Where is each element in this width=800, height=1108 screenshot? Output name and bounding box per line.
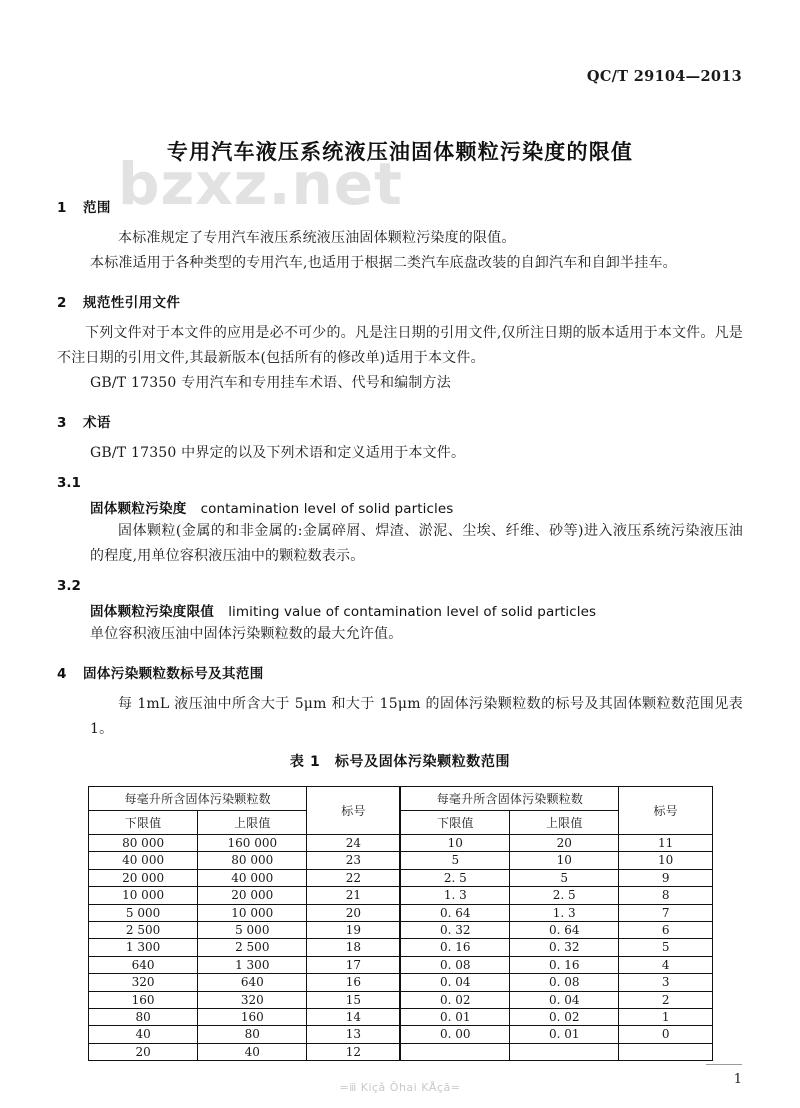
- cell-mark-right: 7: [619, 904, 713, 921]
- term-english-3-2: limiting value of contamination level of solid particles: [228, 604, 597, 620]
- term-entry-3-1: [90, 497, 743, 517]
- document-title: 专用汽车液压系统液压油固体颗粒污染度的限值: [166, 140, 634, 164]
- section-3-paragraph-1: GB/T 17350 中界定的以及下列术语和定义适用于本文件。: [90, 445, 466, 461]
- term-definition-3-2: 单位容积液压油中固体污染颗粒数的最大允许值。: [90, 626, 403, 642]
- cell-lower-left: 40: [89, 1026, 198, 1043]
- cell-upper-left: 40: [198, 1043, 307, 1060]
- cell-mark-left: 14: [307, 1009, 401, 1026]
- cell-upper-right: 2. 5: [510, 887, 619, 904]
- section-title-1: 范围: [83, 200, 111, 216]
- cell-lower-right: 2. 5: [400, 869, 509, 886]
- section-1-paragraph-1: 本标准规定了专用汽车液压系统液压油固体颗粒污染度的限值。: [118, 230, 516, 246]
- section-heading-4: [57, 662, 743, 682]
- cell-lower-left: 1 300: [89, 939, 198, 956]
- cell-mark-left: 21: [307, 887, 401, 904]
- section-number-3: 3: [57, 415, 67, 431]
- cell-lower-right: 1. 3: [400, 887, 509, 904]
- cell-lower-left: 640: [89, 956, 198, 973]
- cell-lower-right: 0. 04: [400, 974, 509, 991]
- cell-lower-left: 320: [89, 974, 198, 991]
- cell-mark-left: 17: [307, 956, 401, 973]
- section-heading-1: [57, 196, 743, 216]
- cell-mark-right: 9: [619, 869, 713, 886]
- cell-mark-right: 2: [619, 991, 713, 1008]
- cell-mark-right: 1: [619, 1009, 713, 1026]
- cell-mark-right: 4: [619, 956, 713, 973]
- table-group-header-right: 每毫升所含固体污染颗粒数: [400, 787, 618, 811]
- cell-lower-left: 160: [89, 991, 198, 1008]
- document-body: [57, 196, 743, 778]
- cell-lower-right: 0. 02: [400, 991, 509, 1008]
- cell-mark-right: 0: [619, 1026, 713, 1043]
- cell-mark-left: 23: [307, 852, 401, 869]
- table-row: [89, 852, 713, 869]
- section-1-paragraph-2: 本标准适用于各种类型的专用汽车,也适用于根据二类汽车底盘改装的自卸汽车和自卸半挂车。: [90, 255, 677, 271]
- cell-lower-left: 20 000: [89, 869, 198, 886]
- cell-mark-left: 19: [307, 922, 401, 939]
- cell-upper-right: 0. 04: [510, 991, 619, 1008]
- cell-upper-left: 1 300: [198, 956, 307, 973]
- cell-upper-left: 640: [198, 974, 307, 991]
- cell-mark-left: 18: [307, 939, 401, 956]
- cell-upper-right: 5: [510, 869, 619, 886]
- cell-upper-right: 0. 32: [510, 939, 619, 956]
- cell-lower-left: 5 000: [89, 904, 198, 921]
- cell-upper-left: 80: [198, 1026, 307, 1043]
- table-row: [89, 974, 713, 991]
- clause-number-3-1: 3.1: [57, 475, 81, 491]
- section-heading-2: [57, 291, 743, 311]
- cell-lower-left: 80: [89, 1009, 198, 1026]
- table-1-caption: 表 1 标号及固体污染颗粒数范围: [289, 754, 511, 770]
- cell-lower-right: 0. 16: [400, 939, 509, 956]
- table-group-header-left: 每毫升所含固体污染颗粒数: [89, 787, 307, 811]
- cell-upper-left: 160 000: [198, 835, 307, 852]
- cell-lower-right: 0. 32: [400, 922, 509, 939]
- table-row: [89, 835, 713, 852]
- cell-upper-left: 160: [198, 1009, 307, 1026]
- cell-mark-right: 8: [619, 887, 713, 904]
- cell-mark-left: 15: [307, 991, 401, 1008]
- cell-lower-left: 20: [89, 1043, 198, 1060]
- footer-rule: [706, 1064, 742, 1065]
- cell-lower-left: 40 000: [89, 852, 198, 869]
- cell-mark-left: 24: [307, 835, 401, 852]
- cell-mark-left: 22: [307, 869, 401, 886]
- cell-upper-right: 0. 02: [510, 1009, 619, 1026]
- clause-number-3-2: 3.2: [57, 578, 81, 594]
- cell-mark-left: 12: [307, 1043, 401, 1060]
- term-english-3-1: contamination level of solid particles: [200, 501, 454, 517]
- cell-mark-left: 20: [307, 904, 401, 921]
- section-number-4: 4: [57, 666, 67, 682]
- table-col-mark-left: 标号: [307, 787, 401, 835]
- table-col-lower-right: 下限值: [400, 811, 509, 835]
- cell-upper-right: 0. 08: [510, 974, 619, 991]
- table-row: [89, 922, 713, 939]
- term-definition-3-1: 固体颗粒(金属的和非金属的:金属碎屑、焊渣、淤泥、尘埃、纤维、砂等)进入液压系统污染液压油的程度,用单位容积液压油中的颗粒数表示。: [90, 523, 743, 564]
- table-header-row-group: [89, 787, 713, 811]
- table-row: [89, 939, 713, 956]
- cell-mark-left: 13: [307, 1026, 401, 1043]
- cell-lower-right: [400, 1043, 509, 1060]
- cell-lower-right: 10: [400, 835, 509, 852]
- page-watermark: bzxz.net: [118, 150, 403, 218]
- cell-upper-left: 10 000: [198, 904, 307, 921]
- table-row: [89, 1009, 713, 1026]
- footer-watermark: =ⅲ Kiçǎ Ǒhai KÅçā=: [339, 1081, 461, 1094]
- cell-lower-left: 2 500: [89, 922, 198, 939]
- table-col-upper-right: 上限值: [510, 811, 619, 835]
- table-row: [89, 887, 713, 904]
- cell-mark-right: 11: [619, 835, 713, 852]
- cell-upper-right: [510, 1043, 619, 1060]
- cell-mark-left: 16: [307, 974, 401, 991]
- cell-lower-right: 5: [400, 852, 509, 869]
- cell-mark-right: 3: [619, 974, 713, 991]
- cell-lower-right: 0. 00: [400, 1026, 509, 1043]
- table-col-lower-left: 下限值: [89, 811, 198, 835]
- cell-upper-right: 1. 3: [510, 904, 619, 921]
- cell-mark-right: [619, 1043, 713, 1060]
- cell-upper-right: 0. 16: [510, 956, 619, 973]
- table-row: [89, 1043, 713, 1060]
- section-2-reference-gbt17350: GB/T 17350 专用汽车和专用挂车术语、代号和编制方法: [90, 375, 451, 391]
- table-body: [89, 835, 713, 1061]
- cell-upper-right: 10: [510, 852, 619, 869]
- section-4-paragraph-1: 每 1mL 液压油中所含大于 5μm 和大于 15μm 的固体污染颗粒数的标号及其固体颗粒数范围见表 1。: [90, 696, 743, 737]
- table-row: [89, 991, 713, 1008]
- table-1-limits: [88, 786, 713, 1061]
- cell-lower-left: 10 000: [89, 887, 198, 904]
- standard-number-header: QC/T 29104—2013: [586, 68, 742, 85]
- cell-lower-right: 0. 64: [400, 904, 509, 921]
- section-title-4: 固体污染颗粒数标号及其范围: [83, 666, 264, 682]
- table-header: [89, 787, 713, 835]
- table-col-mark-right: 标号: [619, 787, 713, 835]
- table-row: [89, 956, 713, 973]
- cell-upper-left: 40 000: [198, 869, 307, 886]
- page-number: 1: [733, 1072, 742, 1087]
- term-entry-3-2: [90, 600, 743, 620]
- section-number-2: 2: [57, 295, 67, 311]
- cell-upper-left: 5 000: [198, 922, 307, 939]
- cell-upper-left: 80 000: [198, 852, 307, 869]
- cell-lower-right: 0. 01: [400, 1009, 509, 1026]
- section-heading-3: [57, 411, 743, 431]
- cell-upper-left: 320: [198, 991, 307, 1008]
- section-title-2: 规范性引用文件: [83, 295, 181, 311]
- cell-upper-left: 2 500: [198, 939, 307, 956]
- cell-lower-left: 80 000: [89, 835, 198, 852]
- table-row: [89, 904, 713, 921]
- table-row: [89, 1026, 713, 1043]
- term-chinese-3-1: 固体颗粒污染度: [90, 501, 187, 517]
- table-col-upper-left: 上限值: [198, 811, 307, 835]
- section-number-1: 1: [57, 200, 67, 216]
- cell-upper-right: 20: [510, 835, 619, 852]
- table-1-container: [88, 786, 713, 1061]
- section-2-paragraph-1: 下列文件对于本文件的应用是必不可少的。凡是注日期的引用文件,仅所注日期的版本适用于本文件。凡是不注日期的引用文件,其最新版本(包括所有的修改单)适用于本文件。: [57, 325, 743, 366]
- cell-lower-right: 0. 08: [400, 956, 509, 973]
- cell-mark-right: 6: [619, 922, 713, 939]
- section-title-3: 术语: [83, 415, 111, 431]
- cell-mark-right: 10: [619, 852, 713, 869]
- cell-mark-right: 5: [619, 939, 713, 956]
- cell-upper-left: 20 000: [198, 887, 307, 904]
- cell-upper-right: 0. 01: [510, 1026, 619, 1043]
- cell-upper-right: 0. 64: [510, 922, 619, 939]
- table-row: [89, 869, 713, 886]
- term-chinese-3-2: 固体颗粒污染度限值: [90, 604, 215, 620]
